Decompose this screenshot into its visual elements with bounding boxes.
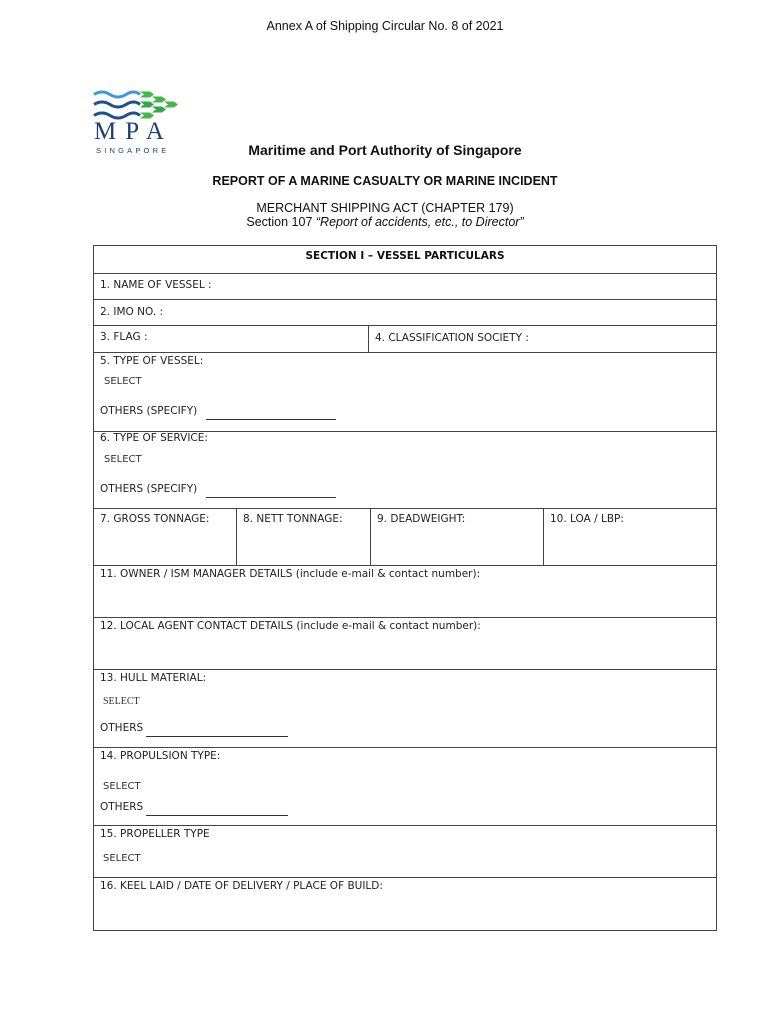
hull-material-section bbox=[93, 669, 717, 748]
propulsion-type-select[interactable]: SELECT bbox=[103, 781, 141, 792]
section-header-row bbox=[93, 245, 717, 274]
hull-material-others-label: OTHERS bbox=[100, 722, 144, 734]
keel-laid-field[interactable] bbox=[93, 877, 717, 931]
type-of-service-others-input[interactable] bbox=[206, 497, 336, 498]
classification-society-field[interactable] bbox=[368, 325, 717, 353]
name-of-vessel-field[interactable] bbox=[93, 273, 717, 300]
act-reference: MERCHANT SHIPPING ACT (CHAPTER 179) bbox=[256, 201, 514, 215]
annex-reference: Annex A of Shipping Circular No. 8 of 2021 bbox=[266, 19, 504, 33]
type-of-service-label: 6. TYPE OF SERVICE: bbox=[100, 432, 208, 444]
local-agent-label: 12. LOCAL AGENT CONTACT DETAILS (include e-mail & contact number): bbox=[100, 620, 481, 632]
keel-laid-label: 16. KEEL LAID / DATE OF DELIVERY / PLACE OF BUILD: bbox=[100, 880, 383, 892]
type-of-vessel-others-label: OTHERS (SPECIFY) bbox=[100, 405, 198, 417]
loa-lbp-field[interactable] bbox=[543, 508, 717, 566]
section-quote: “Report of accidents, etc., to Director” bbox=[315, 215, 524, 229]
owner-details-label: 11. OWNER / ISM MANAGER DETAILS (include e-mail & contact number): bbox=[100, 568, 481, 580]
type-of-vessel-select[interactable]: SELECT bbox=[104, 376, 142, 387]
propulsion-type-others-label: OTHERS bbox=[100, 801, 144, 813]
nett-tonnage-label: 8. NETT TONNAGE: bbox=[243, 513, 343, 525]
imo-no-label: 2. IMO NO. : bbox=[100, 306, 164, 318]
imo-no-field[interactable] bbox=[93, 299, 717, 326]
owner-details-field[interactable] bbox=[93, 565, 717, 618]
gross-tonnage-label: 7. GROSS TONNAGE: bbox=[100, 513, 210, 525]
mpa-logo-subtitle: SINGAPORE bbox=[96, 146, 170, 155]
report-title: REPORT OF A MARINE CASUALTY OR MARINE INCIDENT bbox=[212, 174, 558, 188]
type-of-vessel-section bbox=[93, 352, 717, 432]
deadweight-label: 9. DEADWEIGHT: bbox=[377, 513, 466, 525]
deadweight-field[interactable] bbox=[370, 508, 544, 566]
mpa-logo-letters: MPA bbox=[94, 118, 173, 145]
hull-material-select[interactable]: SELECT bbox=[103, 696, 140, 707]
propulsion-type-label: 14. PROPULSION TYPE: bbox=[100, 750, 221, 762]
propeller-type-select[interactable]: SELECT bbox=[103, 853, 141, 864]
loa-lbp-label: 10. LOA / LBP: bbox=[550, 513, 624, 525]
local-agent-field[interactable] bbox=[93, 617, 717, 670]
type-of-service-section bbox=[93, 431, 717, 509]
section-prefix: Section 107 bbox=[246, 215, 316, 229]
section-reference bbox=[0, 215, 770, 229]
type-of-vessel-label: 5. TYPE OF VESSEL: bbox=[100, 355, 204, 367]
propeller-type-label: 15. PROPELLER TYPE bbox=[100, 828, 210, 840]
type-of-service-select[interactable]: SELECT bbox=[104, 454, 142, 465]
section-title: SECTION I – VESSEL PARTICULARS bbox=[305, 250, 505, 262]
flag-field[interactable] bbox=[93, 325, 369, 353]
classification-society-label: 4. CLASSIFICATION SOCIETY : bbox=[375, 332, 529, 344]
nett-tonnage-field[interactable] bbox=[236, 508, 371, 566]
flag-label: 3. FLAG : bbox=[100, 331, 148, 343]
hull-material-label: 13. HULL MATERIAL: bbox=[100, 672, 207, 684]
propulsion-type-others-input[interactable] bbox=[146, 815, 288, 816]
type-of-service-others-label: OTHERS (SPECIFY) bbox=[100, 483, 198, 495]
vessel-particulars-form bbox=[93, 245, 717, 931]
gross-tonnage-field[interactable] bbox=[93, 508, 237, 566]
type-of-vessel-others-input[interactable] bbox=[206, 419, 336, 420]
propeller-type-section bbox=[93, 825, 717, 878]
organization-name: Maritime and Port Authority of Singapore bbox=[248, 142, 522, 158]
propulsion-type-section bbox=[93, 747, 717, 826]
hull-material-others-input[interactable] bbox=[146, 736, 288, 737]
name-of-vessel-label: 1. NAME OF VESSEL : bbox=[100, 279, 212, 291]
